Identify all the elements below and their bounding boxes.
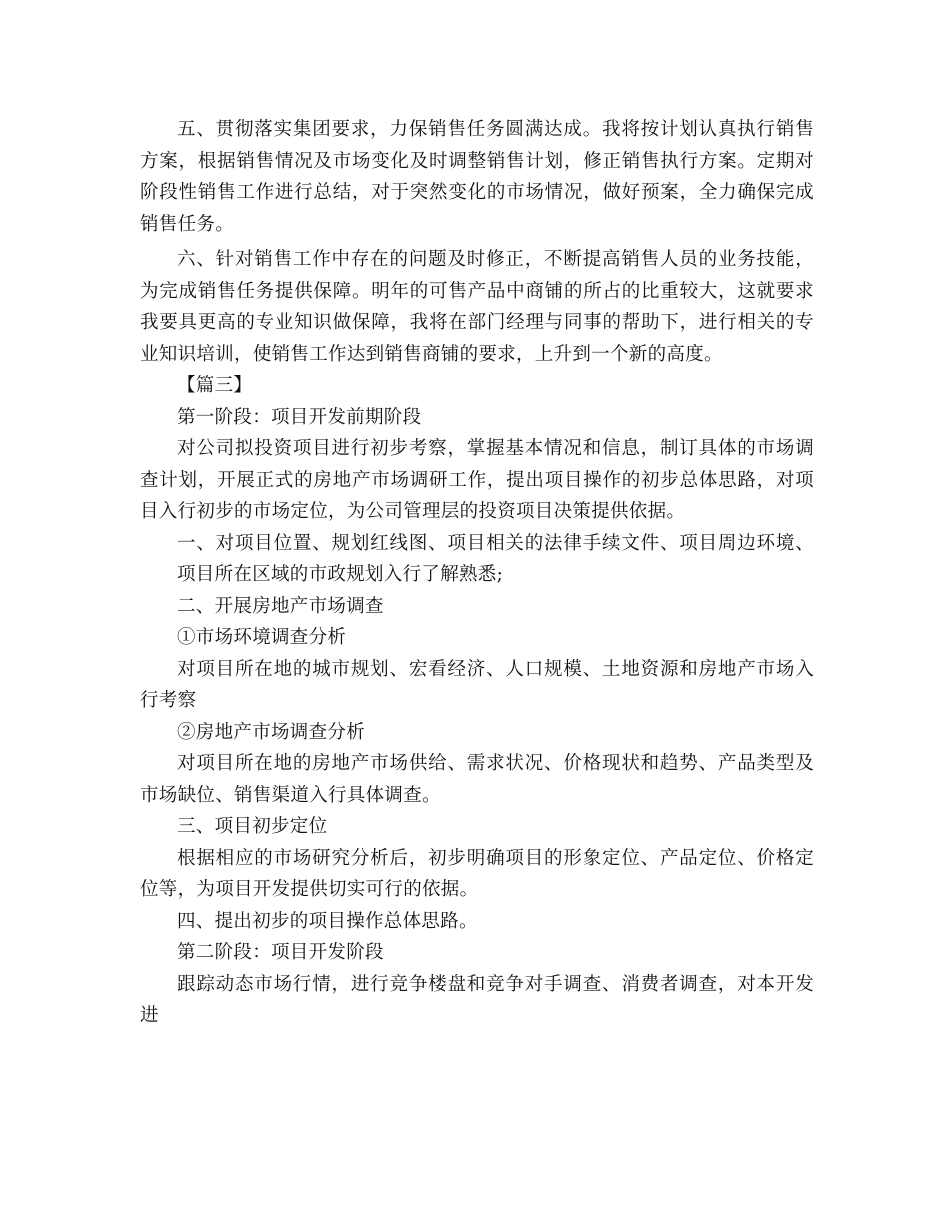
paragraph-task-completion: 五、贯彻落实集团要求，力保销售任务圆满达成。我将按计划认真执行销售方案，根据销售情况及市场变化及时调整销售计划，修正销售执行方案。定期对阶段性销售工作进行总结，对于突然变化的市场情况，做好预案，全力确保完成销售任务。 xyxy=(140,119,814,235)
sub-item-real-estate-market: ②房地产市场调查分析 xyxy=(177,721,366,743)
paragraph-initial-positioning: 根据相应的市场研究分析后，初步明确项目的形象定位、产品定位、价格定位等，为项目开发提供切实可行的依据。 xyxy=(140,847,814,900)
sub-item-market-environment: ①市场环境调查分析 xyxy=(177,627,347,648)
section-heading-part-three: 【篇三】 xyxy=(177,375,253,396)
list-item-three: 三、项目初步定位 xyxy=(177,816,328,837)
stage-two-heading: 第二阶段：项目开发阶段 xyxy=(177,942,384,963)
document-body xyxy=(140,114,814,1032)
list-item-two: 二、开展房地产市场调查 xyxy=(177,595,384,617)
list-item-four: 四、提出初步的项目操作总体思路。 xyxy=(177,910,478,932)
stage-one-heading: 第一阶段：项目开发前期阶段 xyxy=(177,406,422,428)
list-item-one: 一、对项目位置、规划红线图、项目相关的法律手续文件、项目周边环境、项目所在区域的市政规划入行了解熟悉; xyxy=(177,532,814,585)
paragraph-stage-one-intro: 对公司拟投资项目进行初步考察，掌握基本情况和信息，制订具体的市场调查计划，开展正式的房地产市场调研工作，提出项目操作的初步总体思路，对项目入行初步的市场定位，为公司管理层的投资项目决策提供依据。 xyxy=(140,438,814,522)
paragraph-real-estate-market: 对项目所在地的房地产市场供给、需求状况、价格现状和趋势、产品类型及市场缺位、销售渠道入行具体调查。 xyxy=(140,753,814,806)
paragraph-market-environment: 对项目所在地的城市规划、宏看经济、人口规模、土地资源和房地产市场入行考察 xyxy=(140,658,814,711)
paragraph-stage-two-intro: 跟踪动态市场行情，进行竞争楼盘和竞争对手调查、消费者调查，对本开发进 xyxy=(140,973,814,1026)
paragraph-problem-correction: 六、针对销售工作中存在的问题及时修正，不断提高销售人员的业务技能，为完成销售任务提供保障。明年的可售产品中商铺的所占的比重较大，这就要求我要具更高的专业知识做保障，我将在部门经理与同事的帮助下，进行相关的专业知识培训，使销售工作达到销售商铺的要求，上升到一个新的高度。 xyxy=(140,249,814,365)
